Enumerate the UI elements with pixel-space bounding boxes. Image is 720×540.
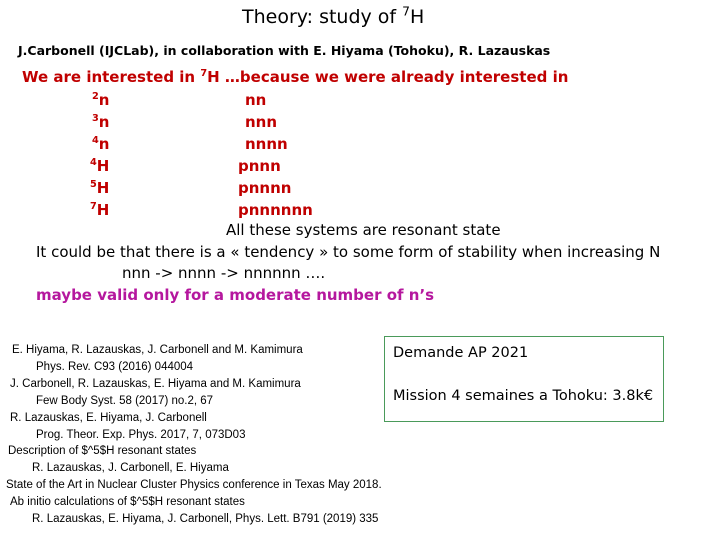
byline-authors: J.Carbonell (IJCLab), [18, 43, 160, 58]
funding-request: Demande AP 2021 [393, 345, 529, 361]
element-symbol: n [98, 91, 110, 109]
intro-suffix: H …because we were already interested in [207, 68, 569, 86]
reference-authors: R. Lazauskas, E. Hiyama, J. Carbonell [10, 412, 207, 424]
reference-journal: Prog. Theor. Exp. Phys. 2017, 7, 073D03 [36, 429, 246, 441]
system-symbol [90, 179, 109, 197]
reference-title: Ab initio calculations of $^5$H resonant states [10, 496, 245, 508]
title-superscript: 7 [402, 4, 411, 19]
reference-authors: J. Carbonell, R. Lazauskas, E. Hiyama and M. Kamimura [10, 378, 301, 390]
mass-number: 2 [92, 91, 99, 102]
system-composition: pnnnnnn [238, 201, 313, 219]
reference-authors: R. Lazauskas, E. Hiyama, J. Carbonell, Phys. Lett. B791 (2019) 335 [32, 513, 379, 525]
reference-authors: E. Hiyama, R. Lazauskas, J. Carbonell and M. Kamimura [12, 344, 303, 356]
element-symbol: n [98, 113, 110, 131]
mass-number: 4 [92, 135, 99, 146]
system-composition: nnn [245, 113, 278, 131]
intro-superscript: 7 [200, 68, 208, 79]
element-symbol: n [98, 135, 110, 153]
system-symbol [92, 113, 109, 131]
system-symbol [90, 157, 109, 175]
mass-number: 5 [90, 179, 97, 190]
reference-journal: Few Body Syst. 58 (2017) no.2, 67 [36, 395, 214, 407]
element-symbol: H [96, 157, 110, 175]
byline [18, 43, 550, 58]
system-symbol [90, 201, 109, 219]
slide-title [242, 6, 424, 28]
mass-number: 3 [92, 113, 99, 124]
mission-cost: Mission 4 semaines a Tohoku: 3.8k€ [393, 388, 654, 404]
element-symbol: H [96, 201, 110, 219]
system-symbol [92, 135, 109, 153]
resonant-statement: All these systems are resonant state [226, 221, 501, 239]
caveat-statement: maybe valid only for a moderate number of n’s [36, 286, 435, 304]
reference-title: Description of $^5$H resonant states [8, 445, 197, 457]
tendency-statement: It could be that there is a « tendency » to some form of stability when increasing N [36, 243, 661, 261]
mass-number: 7 [90, 201, 97, 212]
intro-line [22, 68, 568, 86]
byline-collaboration: in collaboration with E. Hiyama (Tohoku), R. Lazauskas [159, 43, 551, 58]
intro-prefix: We are interested in [22, 68, 201, 86]
reference-conference: State of the Art in Nuclear Cluster Physics conference in Texas May 2018. [6, 479, 382, 491]
system-composition: pnnnn [238, 179, 292, 197]
system-composition: nnnn [245, 135, 288, 153]
mass-number: 4 [90, 157, 97, 168]
reference-journal: Phys. Rev. C93 (2016) 044004 [36, 361, 194, 373]
sequence-statement: nnn -> nnnn -> nnnnnn …. [122, 264, 326, 282]
title-prefix: Theory: study of [242, 6, 403, 28]
reference-authors: R. Lazauskas, J. Carbonell, E. Hiyama [32, 462, 229, 474]
system-composition: pnnn [238, 157, 281, 175]
title-suffix: H [410, 6, 425, 28]
system-symbol [92, 91, 109, 109]
element-symbol: H [96, 179, 110, 197]
system-composition: nn [245, 91, 267, 109]
